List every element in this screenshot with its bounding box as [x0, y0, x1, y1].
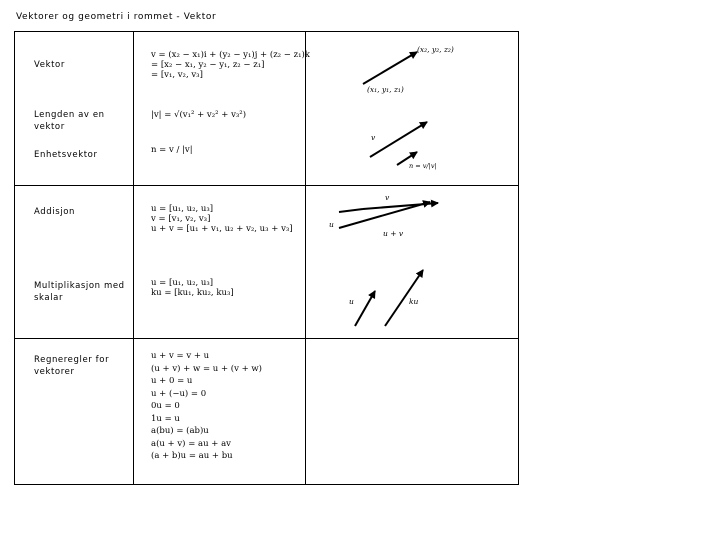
formula-line: u + 0 = u	[151, 376, 193, 386]
formula-line: v = (x₂ − x₁)i + (y₂ − y₁)j + (z₂ − z₁)k	[151, 50, 310, 60]
row-label-lengde: Lengden av en vektor	[34, 110, 105, 132]
formula-line: a(bu) = (ab)u	[151, 426, 209, 436]
scalar-ku-label: ku	[409, 297, 419, 306]
formula-line: u + v = [u₁ + v₁, u₂ + v₂, u₃ + v₃]	[151, 224, 293, 234]
vector-start-point-label: (x₁, y₁, z₁)	[367, 85, 404, 94]
formula-line: u = [u₁, u₂, u₃]	[151, 278, 214, 288]
formula-line: (a + b)u = au + bu	[151, 451, 233, 461]
formula-line: (u + v) + w = u + (v + w)	[151, 363, 262, 374]
vector-end-point-label: (x₂, y₂, z₂)	[417, 45, 454, 54]
row-divider-2	[15, 338, 518, 339]
row-label-multiplikasjon: Multiplikasjon med skalar	[34, 281, 125, 303]
formula-regneregler	[151, 350, 262, 463]
row-label-addisjon: Addisjon	[34, 207, 75, 217]
formula-enhetsvektor	[151, 145, 193, 155]
addition-v-label: v	[385, 193, 390, 202]
formula-multiplikasjon	[151, 278, 234, 298]
addition-sum-label: u + v	[383, 229, 404, 238]
length-vector-label: v	[371, 133, 376, 142]
column-divider-1	[133, 32, 134, 484]
page-title: Vektorer og geometri i rommet - Vektor	[16, 12, 217, 22]
formula-line: |v| = √(v₁² + v₂² + v₃²)	[151, 110, 247, 120]
formula-line: 0u = 0	[151, 401, 180, 411]
formula-line: a(u + v) = au + av	[151, 438, 231, 449]
addition-u-arrow	[339, 209, 363, 212]
vector-arrow	[363, 52, 417, 84]
formula-line: 1u = u	[151, 413, 180, 424]
scalar-u-arrow	[355, 291, 375, 326]
formula-line: = [v₁, v₂, v₃]	[151, 70, 203, 80]
addition-sum-arrow	[339, 202, 430, 228]
formula-line: v = [v₁, v₂, v₃]	[151, 214, 211, 224]
row-label-enhetsvektor: Enhetsvektor	[34, 150, 98, 160]
formula-vektor	[151, 50, 310, 80]
formula-line: u = [u₁, u₂, u₃]	[151, 204, 214, 214]
figures-column	[305, 32, 520, 338]
vector-table	[14, 31, 519, 485]
length-vector-arrow	[370, 122, 427, 157]
scalar-u-label: u	[349, 297, 354, 306]
row-label-vektor: Vektor	[34, 60, 65, 70]
unit-vector-label: n = v/|v|	[409, 162, 437, 170]
vector-figures	[305, 32, 520, 338]
formula-line: = [x₂ − x₁, y₂ − y₁, z₂ − z₁]	[151, 60, 265, 70]
formula-line: n = v / |v|	[151, 145, 193, 155]
formula-addisjon	[151, 204, 293, 234]
formula-line: u + v = v + u	[151, 351, 210, 361]
addition-u-label: u	[329, 220, 334, 229]
row-label-regneregler: Regneregler for vektorer	[34, 355, 110, 377]
formula-line: ku = [ku₁, ku₂, ku₃]	[151, 288, 234, 298]
formula-line: u + (−u) = 0	[151, 388, 207, 399]
formula-lengde	[151, 110, 246, 120]
